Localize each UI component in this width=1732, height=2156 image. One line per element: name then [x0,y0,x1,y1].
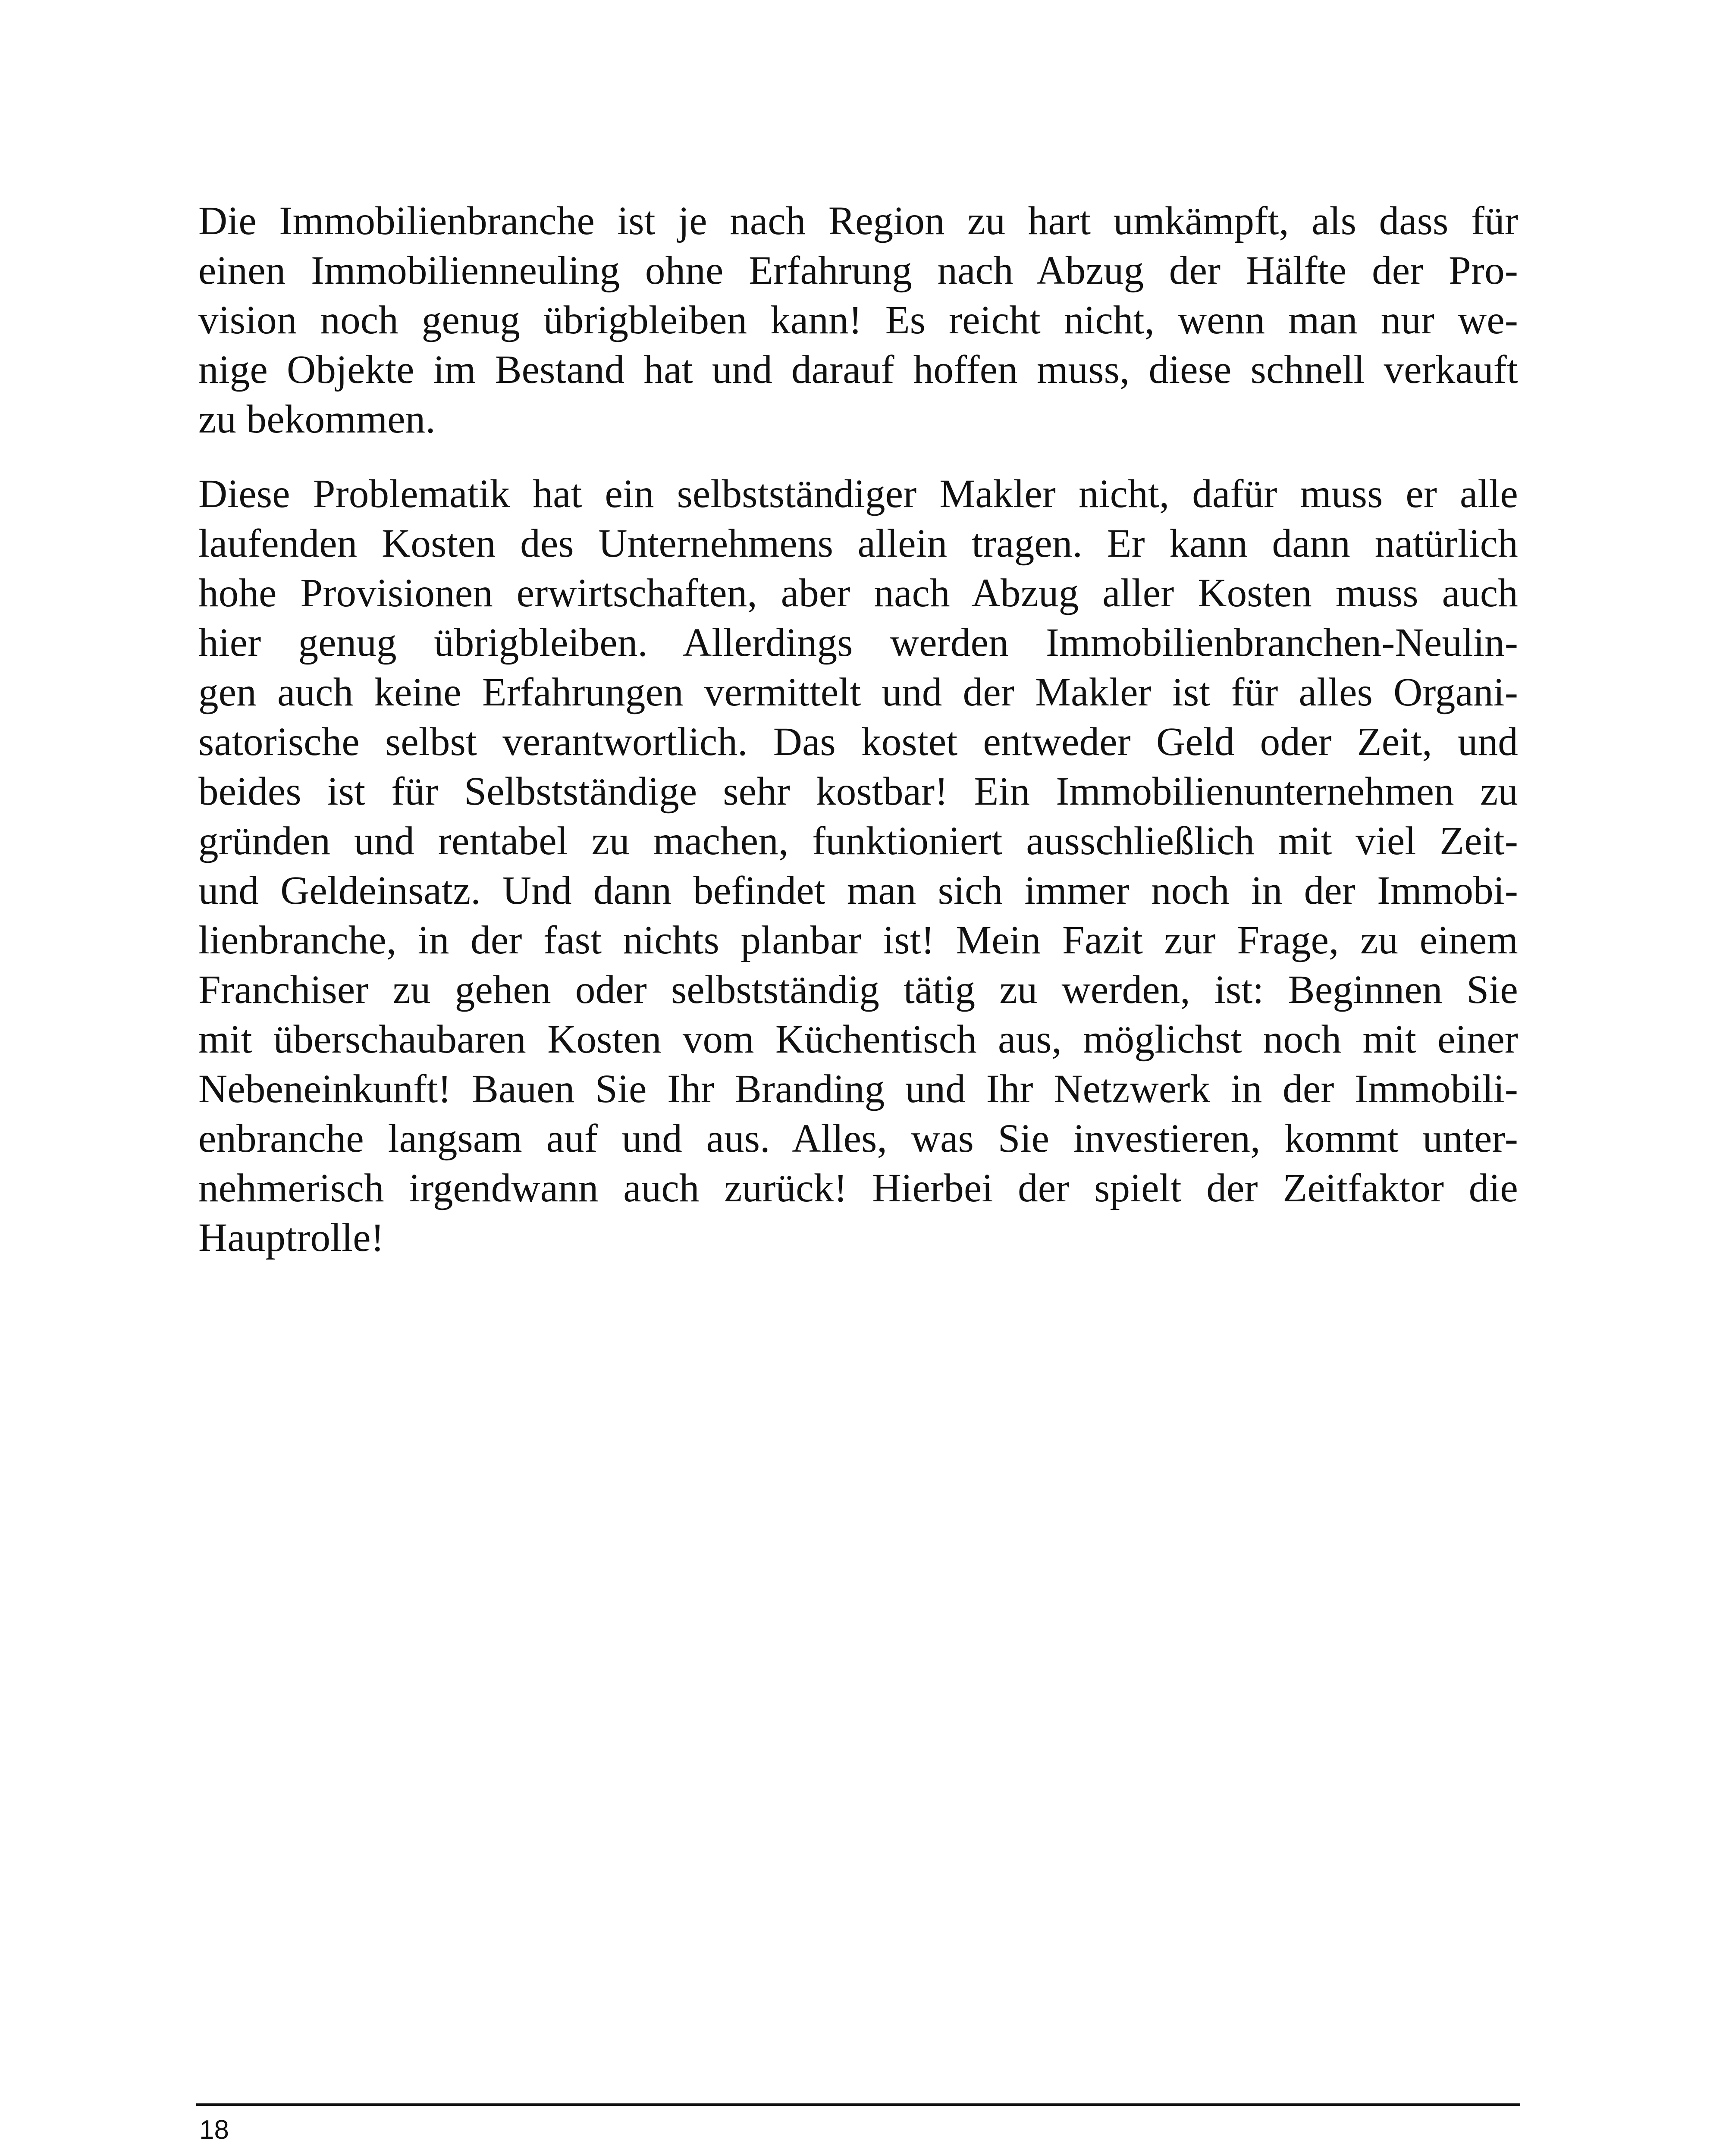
text-line: lienbranche, in der fast nichts planbar ist! Mein Fazit zur Frage, zu einem [198,918,1518,962]
text-line: zu bekommen. [198,397,436,442]
text-line: Franchiser zu gehen oder selbstständig tätig zu werden, ist: Beginnen Sie [198,968,1518,1012]
text-line: gen auch keine Erfahrungen vermittelt und der Makler ist für alles Organi- [198,670,1518,714]
paragraph-2 [198,469,1518,1263]
text-line: laufenden Kosten des Unternehmens allein tragen. Er kann dann natürlich [198,521,1518,566]
text-line: gründen und rentabel zu machen, funktioniert ausschließlich mit viel Zeit- [198,819,1518,863]
text-line: enbranche langsam auf und aus. Alles, was Sie investieren, kommt unter- [198,1116,1518,1161]
page-number: 18 [199,2115,229,2145]
text-line: nehmerisch irgendwann auch zurück! Hierbei der spielt der Zeitfaktor die [198,1166,1518,1210]
text-line: Nebeneinkunft! Bauen Sie Ihr Branding und Ihr Netzwerk in der Immobili- [198,1067,1518,1111]
text-line: einen Immobilienneuling ohne Erfahrung nach Abzug der Hälfte der Pro- [198,248,1518,293]
body-text [198,196,1518,1288]
paragraph-1 [198,196,1518,444]
text-line: Die Immobilienbranche ist je nach Region zu hart umkämpft, als dass für [198,199,1518,243]
text-line: hier genug übrigbleiben. Allerdings werden Immobilienbranchen-Neulin- [198,620,1518,665]
text-line: hohe Provisionen erwirtschaften, aber nach Abzug aller Kosten muss auch [198,571,1518,615]
text-line: nige Objekte im Bestand hat und darauf hoffen muss, diese schnell verkauft [198,348,1518,392]
text-line: beides ist für Selbstständige sehr kostbar! Ein Immobilienunternehmen zu [198,769,1518,814]
text-line: mit überschaubaren Kosten vom Küchentisch aus, möglichst noch mit einer [198,1017,1518,1062]
text-line: und Geldeinsatz. Und dann befindet man sich immer noch in der Immobi- [198,868,1518,913]
footer-divider [196,2103,1520,2106]
text-line: Diese Problematik hat ein selbstständiger Makler nicht, dafür muss er alle [198,472,1518,516]
text-line: satorische selbst verantwortlich. Das kostet entweder Geld oder Zeit, und [198,720,1518,764]
text-line: vision noch genug übrigbleiben kann! Es reicht nicht, wenn man nur we- [198,298,1518,342]
text-line: Hauptrolle! [198,1216,384,1260]
